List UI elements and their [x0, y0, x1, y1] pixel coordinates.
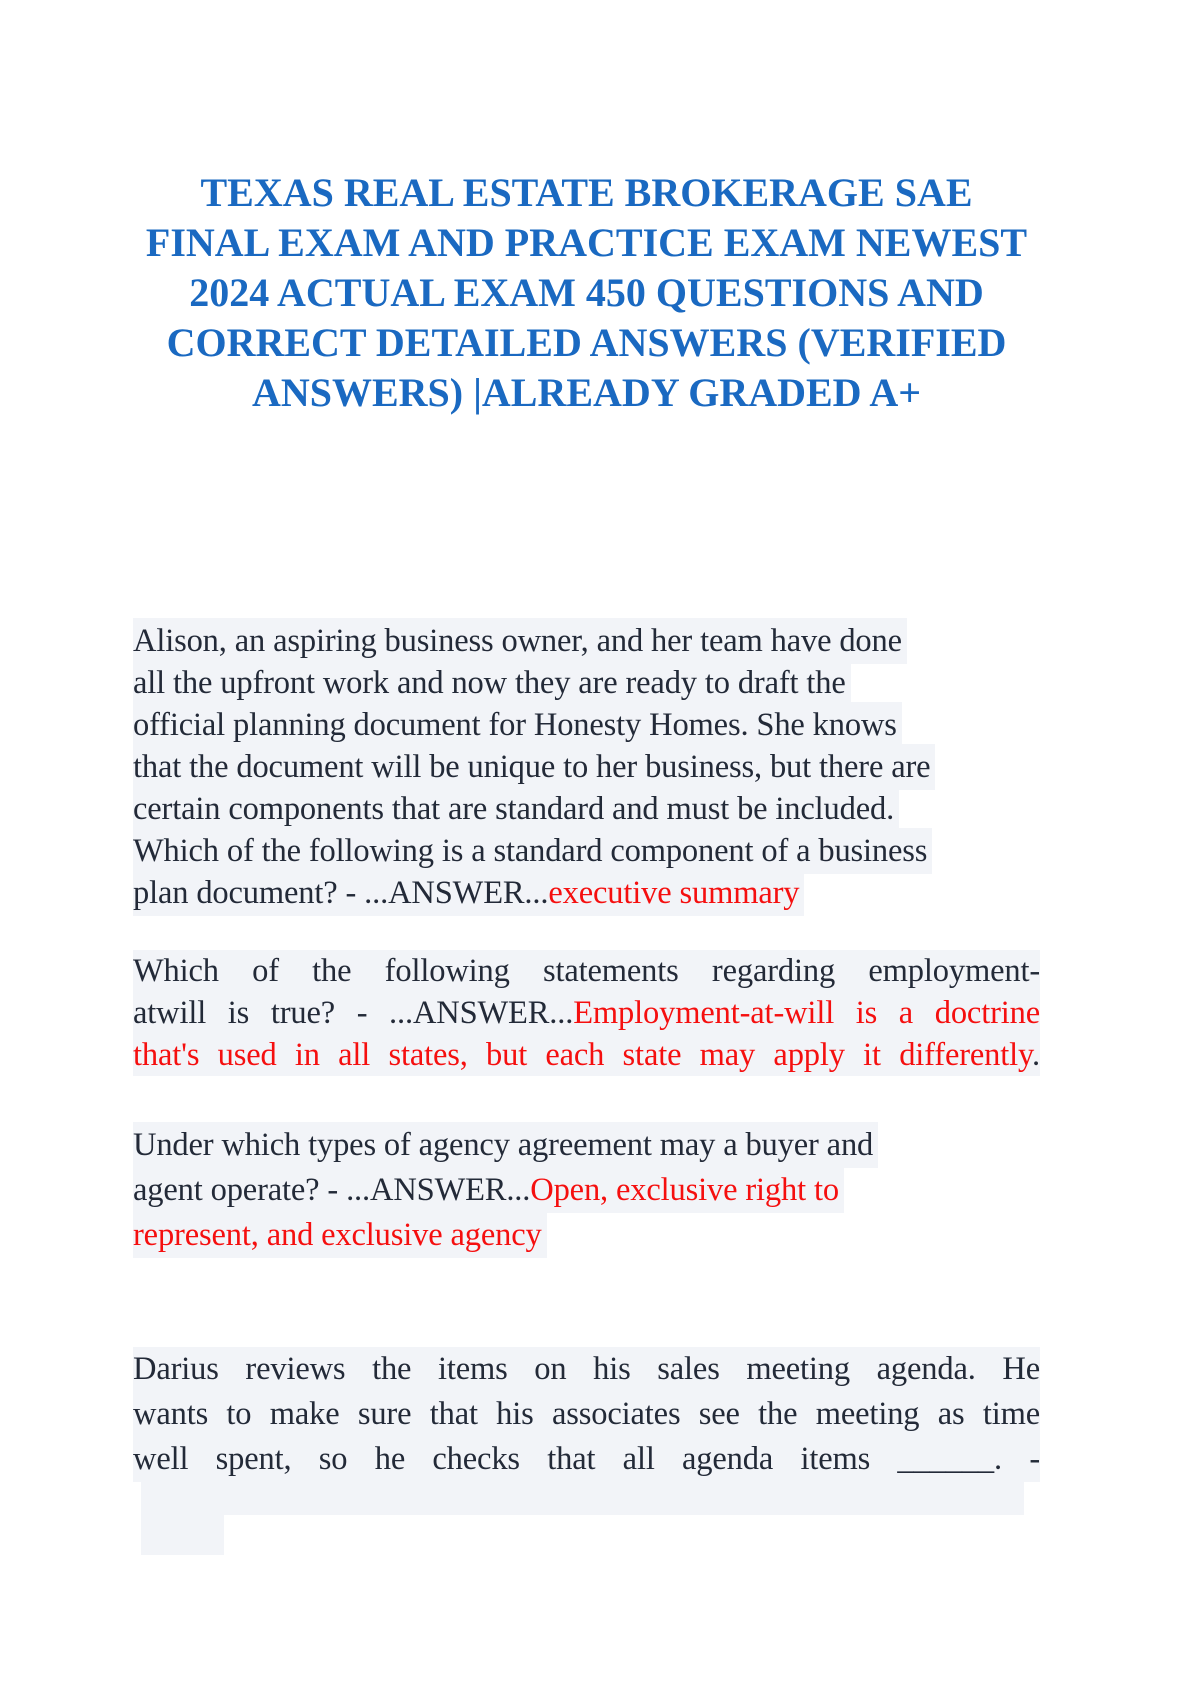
qa-line [133, 1437, 1040, 1482]
question-text: . [1032, 1037, 1040, 1073]
qa-line [133, 746, 1040, 788]
question-text: Under which types of agency agreement may a buyer and [133, 1127, 874, 1163]
answer-text: that's used in all states, but each state may apply it differently [133, 1037, 1033, 1073]
question-text: wants to make sure that his associates see the meeting as time [133, 1396, 1040, 1432]
question-paragraph-2 [133, 950, 1040, 1076]
question-paragraph-4 [133, 1347, 1040, 1482]
qa-line [133, 1168, 1040, 1213]
title-line: 2024 ACTUAL EXAM 450 QUESTIONS AND [189, 270, 984, 315]
highlighted-blank-segment [141, 1515, 224, 1555]
title-line: FINAL EXAM AND PRACTICE EXAM NEWEST [145, 220, 1028, 265]
qa-line [133, 1392, 1040, 1437]
document-content [133, 0, 1040, 1555]
question-text: Darius reviews the items on his sales meeting agenda. He [133, 1351, 1040, 1387]
answer-text: executive summary [548, 875, 800, 911]
document-title [133, 168, 1040, 418]
question-text: Alison, an aspiring business owner, and her team have done [133, 623, 902, 659]
question-text: well spent, so he checks that all agenda items ______. - [133, 1441, 1040, 1477]
question-text: official planning document for Honesty Homes. She knows [133, 707, 897, 743]
qa-line [133, 704, 1040, 746]
qa-line [133, 1213, 1040, 1258]
qa-line [133, 950, 1040, 992]
question-text: atwill is true? - ...ANSWER... [133, 995, 574, 1031]
title-line: ANSWERS) |ALREADY GRADED A+ [251, 370, 922, 415]
highlighted-blank-line [141, 1482, 1024, 1515]
qa-line [133, 830, 1040, 872]
qa-line [133, 662, 1040, 704]
question-paragraph-3 [133, 1123, 1040, 1258]
question-paragraph-1 [133, 620, 1040, 914]
qa-line [133, 992, 1040, 1034]
question-text: Which of the following statements regarding employment- [133, 953, 1040, 989]
title-line: CORRECT DETAILED ANSWERS (VERIFIED [166, 320, 1007, 365]
qa-line [133, 1123, 1040, 1168]
question-text: all the upfront work and now they are ready to draft the [133, 665, 846, 701]
question-text: Which of the following is a standard component of a business [133, 833, 928, 869]
qa-line [133, 788, 1040, 830]
question-text: agent operate? - ...ANSWER... [133, 1172, 531, 1208]
answer-text: Employment-at-will is a doctrine [573, 995, 1041, 1031]
question-text: that the document will be unique to her business, but there are [133, 749, 931, 785]
answer-text: Open, exclusive right to [530, 1172, 839, 1208]
title-line: TEXAS REAL ESTATE BROKERAGE SAE [200, 170, 973, 215]
qa-line [133, 1347, 1040, 1392]
question-text: certain components that are standard and must be included. [133, 791, 895, 827]
qa-line [133, 872, 1040, 914]
qa-line [133, 620, 1040, 662]
question-text: plan document? - ...ANSWER... [133, 875, 549, 911]
answer-text: represent, and exclusive agency [133, 1217, 542, 1253]
qa-line [133, 1034, 1040, 1076]
